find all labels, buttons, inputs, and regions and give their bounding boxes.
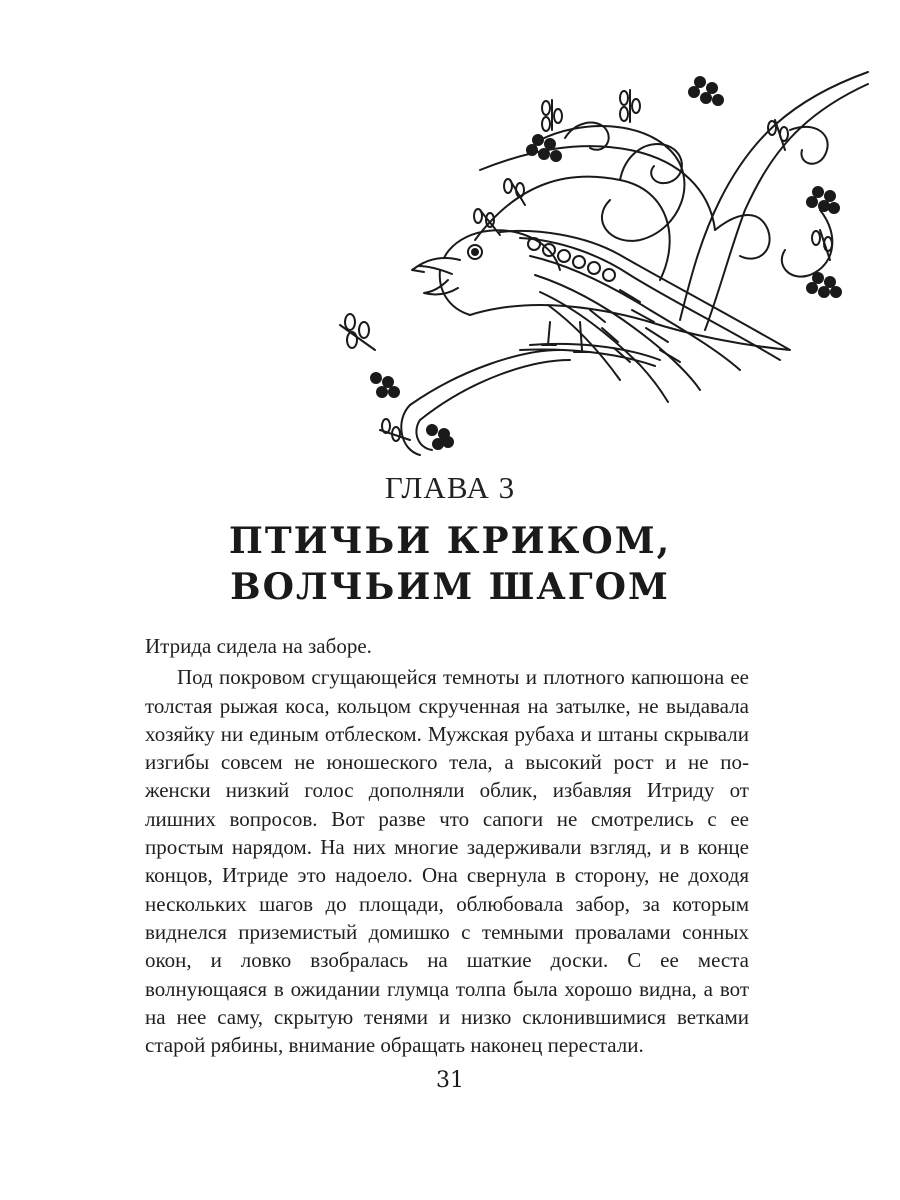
page-number: 31 xyxy=(436,1068,464,1093)
bird xyxy=(412,230,790,402)
chapter-label: ГЛАВА 3 xyxy=(384,470,516,505)
chapter-title-line: ВОЛЧЬИМ ШАГОМ xyxy=(230,566,670,608)
bird-ornament-illustration xyxy=(320,60,880,460)
body-paragraph: Итрида сидела на заборе. xyxy=(145,634,372,658)
chapter-title-line: ПТИЧЬИ КРИКОМ, xyxy=(228,520,672,562)
chapter-title xyxy=(0,518,900,610)
chapter-body-text xyxy=(145,632,749,1059)
body-paragraph: Под покровом сгущающейся темноты и плотного капюшона ее толстая рыжая коса, кольцом скрученная на затылке, не выдавала хозяйку ни единым отблеском. Мужская рубаха и штаны скрывали изгибы совсем не юношеского тела, а высокий рост и не по-женски низкий голос дополняли облик, избавляя Итриду от лишних вопросов. Вот разве что сапоги не смотрелись с ее простым нарядом. На них многие задерживали взгляд, и в конце концов, Итриде это надоело. Она свернула в сторону, не доходя нескольких шагов до площади, облюбовала забор, за которым виднелся приземистый домишко с темными провалами сонных окон, и ловко взобралась на шаткие доски. С ее места волнующаяся в ожидании глумца толпа была хорошо видна, а вот на нее саму, скрытую тенями и низко склонившимися ветками старой рябины, внимание обращать наконец перестали. xyxy=(145,665,749,1058)
